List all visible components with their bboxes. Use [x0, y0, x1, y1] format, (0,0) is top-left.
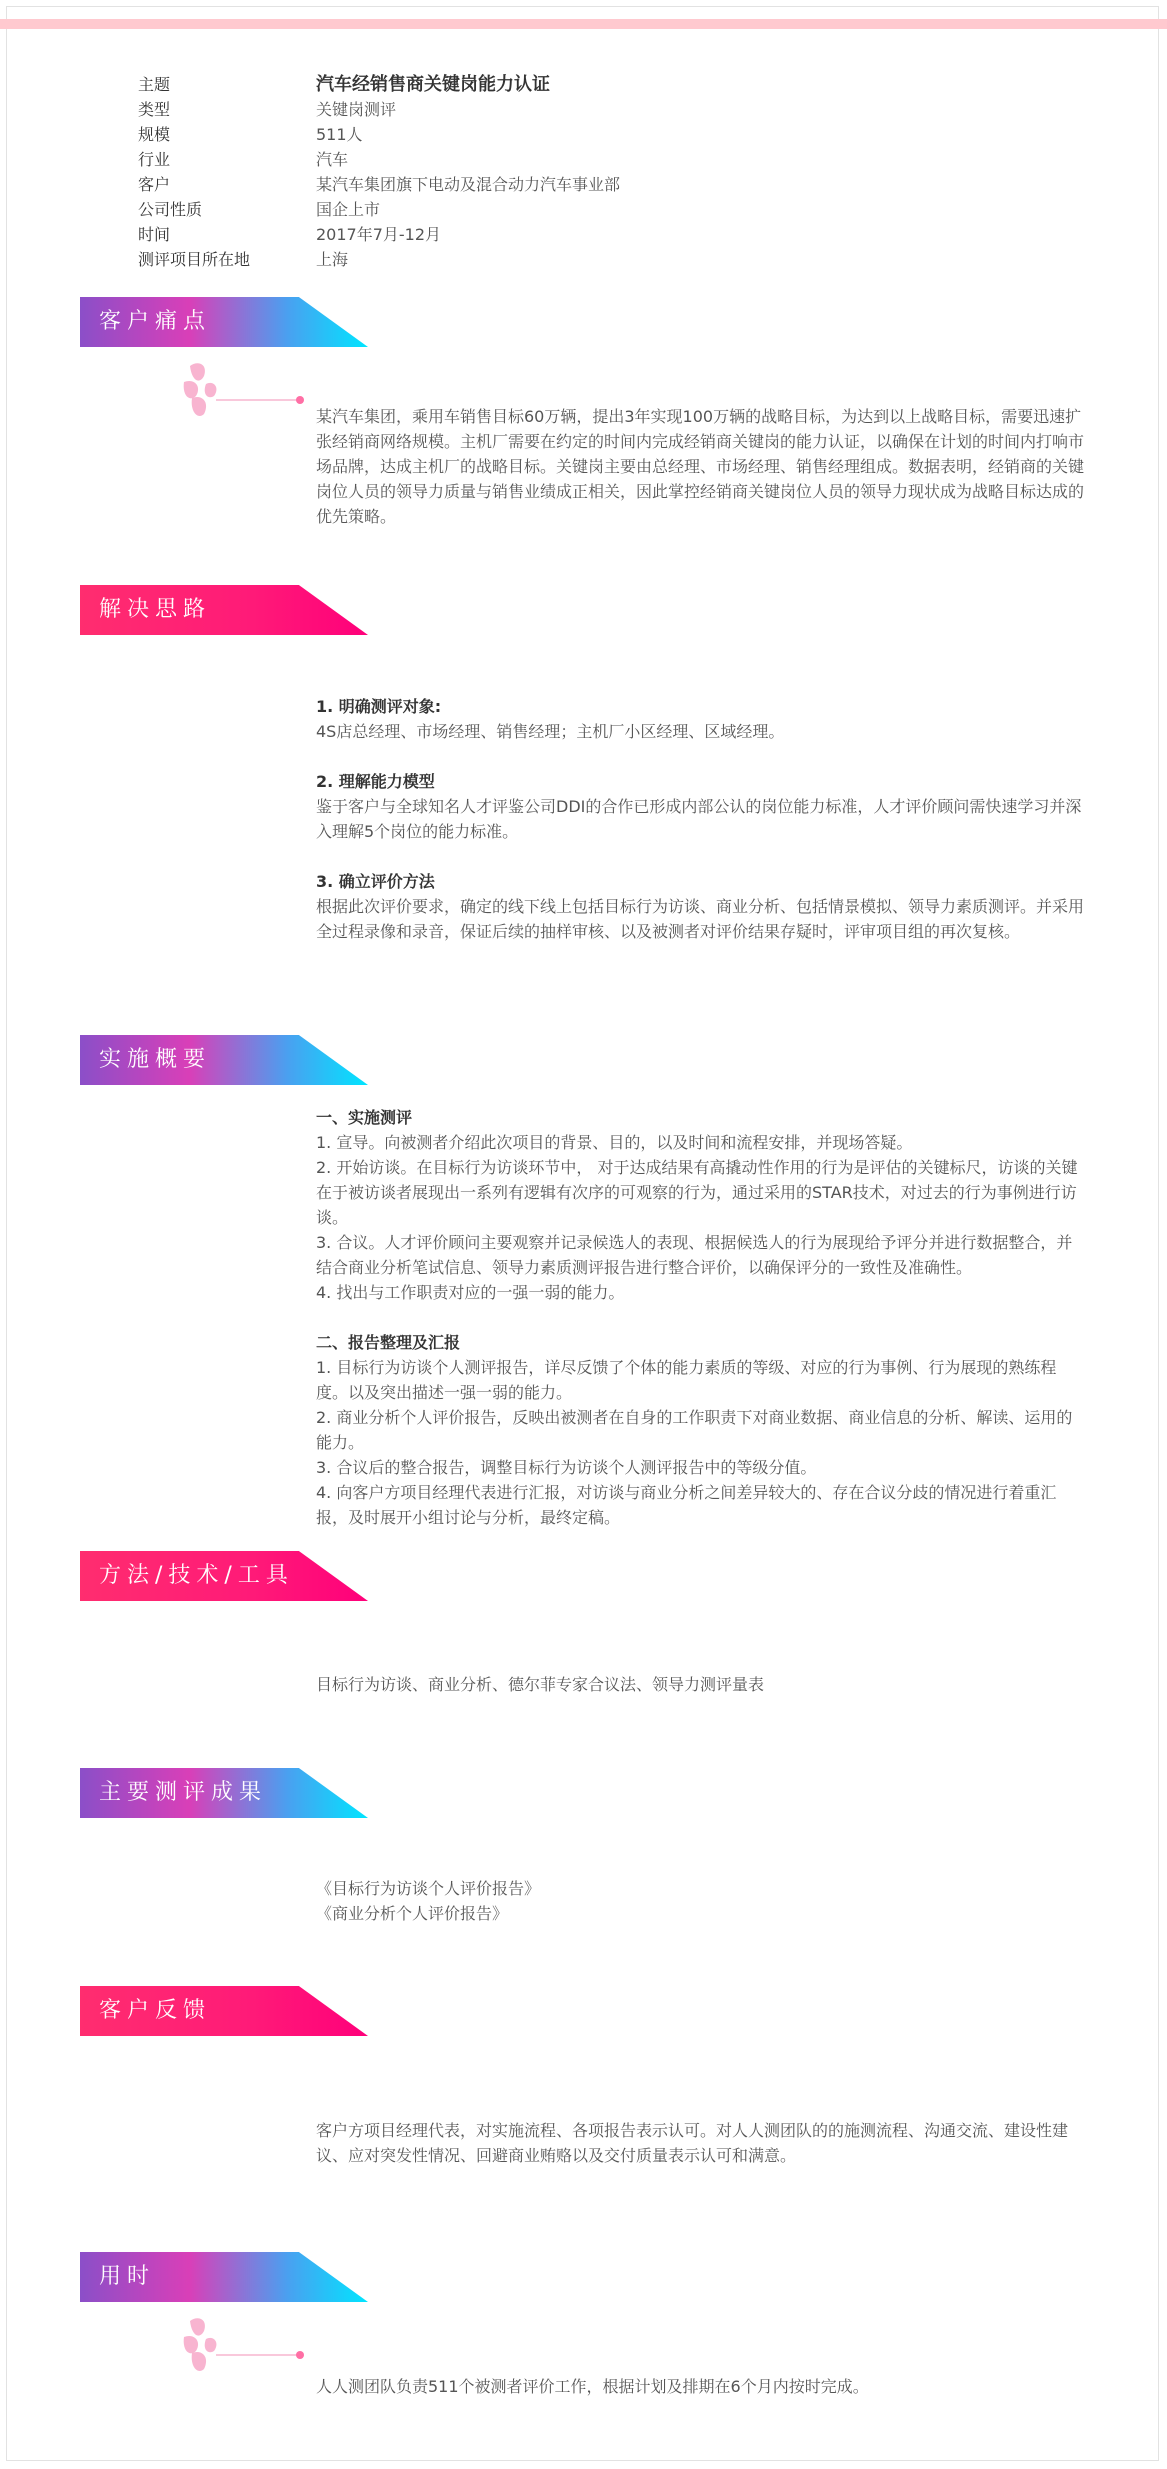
solution-item-heading: 3. 确立评价方法 [316, 872, 435, 891]
info-key: 类型 [138, 100, 171, 119]
client-pain-text: 某汽车集团，乘用车销售目标60万辆，提出3年实现100万辆的战略目标，为达到以上战略目标，需要迅速扩张经销商网络规模。主机厂需要在约定的时间内完成经销商关键岗的能力认证，以确保在计划的时间内打响市场品牌，达成主机厂的战略目标。关键岗主要由总经理、市场经理、销售经理组成。数据表明，经销商的关键岗位人员的领导力质量与销售业绩成正相关，因此掌控经销商关键岗位人员的领导力现状成为战略目标达成的优先策略。 [316, 407, 1085, 526]
result-item: 《目标行为访谈个人评价报告》 [316, 1879, 541, 1898]
section-banner-client-pain [80, 297, 368, 347]
section-banner-implementation [80, 1035, 368, 1085]
implementation-part-heading: 二、报告整理及汇报 [316, 1333, 461, 1352]
flower-decoration-icon [180, 2313, 305, 2393]
info-row-company-type [138, 197, 620, 222]
implementation-part-heading: 一、实施测评 [316, 1108, 413, 1127]
section-title: 客户反馈 [99, 1998, 212, 2023]
section-banner-feedback [80, 1986, 368, 2036]
solution-item-heading: 2. 理解能力模型 [316, 772, 435, 791]
info-key: 客户 [138, 175, 171, 194]
implementation-item: 3. 合议。人才评价顾问主要观察并记录候选人的表现、根据候选人的行为展现给予评分并进行数据整合，并结合商业分析笔试信息、领导力素质测评报告进行整合评价，以确保评分的一致性及准确性。 [316, 1233, 1073, 1277]
feedback-text: 客户方项目经理代表，对实施流程、各项报告表示认可。对人人测团队的的施测流程、沟通交流、建设性建议、应对突发性情况、回避商业贿赂以及交付质量表示认可和满意。 [316, 2121, 1069, 2165]
project-info-table [138, 72, 620, 272]
implementation-content [316, 1105, 1084, 1530]
implementation-item: 2. 商业分析个人评价报告，反映出被测者在自身的工作职责下对商业数据、商业信息的分析、解读、运用的能力。 [316, 1408, 1073, 1452]
info-row-scale [138, 122, 620, 147]
info-row-time [138, 222, 620, 247]
top-accent-bar [0, 19, 1167, 29]
section-title: 解决思路 [99, 597, 212, 622]
info-value: 关键岗测评 [316, 100, 397, 119]
implementation-item: 1. 宣导。向被测者介绍此次项目的背景、目的，以及时间和流程安排，并现场答疑。 [316, 1133, 913, 1152]
solution-content [316, 694, 1084, 944]
section-title: 实施概要 [99, 1047, 212, 1072]
implementation-item: 2. 开始访谈。在目标行为访谈环节中， 对于达成结果有高撬动性作用的行为是评估的关键标尺，访谈的关键在于被访谈者展现出一系列有逻辑有次序的可观察的行为，通过采用的STAR技术，对过去的行为事例进行访谈。 [316, 1158, 1078, 1227]
implementation-item: 3. 合议后的整合报告，调整目标行为访谈个人测评报告中的等级分值。 [316, 1458, 817, 1477]
info-row-topic [138, 72, 620, 97]
implementation-item: 1. 目标行为访谈个人测评报告，详尽反馈了个体的能力素质的等级、对应的行为事例、行为展现的熟练程度。以及突出描述一强一弱的能力。 [316, 1358, 1057, 1402]
section-banner-duration [80, 2252, 368, 2302]
implementation-item: 4. 向客户方项目经理代表进行汇报，对访谈与商业分析之间差异较大的、存在合议分歧的情况进行着重汇报，及时展开小组讨论与分析，最终定稿。 [316, 1483, 1057, 1527]
section-banner-results [80, 1768, 368, 1818]
section-title: 用时 [99, 2264, 156, 2289]
methods-text: 目标行为访谈、商业分析、德尔菲专家合议法、领导力测评量表 [316, 1675, 765, 1694]
info-row-client [138, 172, 620, 197]
section-title: 客户痛点 [99, 309, 212, 334]
info-key: 行业 [138, 150, 171, 169]
info-row-type [138, 97, 620, 122]
flower-decoration-icon [180, 358, 305, 438]
info-value: 汽车 [316, 150, 349, 169]
result-item: 《商业分析个人评价报告》 [316, 1904, 509, 1923]
implementation-item: 4. 找出与工作职责对应的一强一弱的能力。 [316, 1283, 625, 1302]
info-row-industry [138, 147, 620, 172]
info-value: 上海 [316, 250, 349, 269]
info-row-location [138, 247, 620, 272]
info-value: 某汽车集团旗下电动及混合动力汽车事业部 [316, 175, 621, 194]
info-value: 511人 [316, 125, 363, 144]
duration-text: 人人测团队负责511个被测者评价工作，根据计划及排期在6个月内按时完成。 [316, 2377, 869, 2396]
solution-item-text: 根据此次评价要求，确定的线下线上包括目标行为访谈、商业分析、包括情景模拟、领导力素质测评。并采用全过程录像和录音，保证后续的抽样审核、以及被测者对评价结果存疑时，评审项目组的再次复核。 [316, 897, 1085, 941]
info-key: 测评项目所在地 [138, 250, 251, 269]
section-title: 主要测评成果 [99, 1780, 268, 1805]
solution-item-text: 4S店总经理、市场经理、销售经理；主机厂小区经理、区域经理。 [316, 722, 785, 741]
info-value: 汽车经销售商关键岗能力认证 [316, 74, 550, 95]
section-banner-solution [80, 585, 368, 635]
info-key: 时间 [138, 225, 171, 244]
solution-item-text: 鉴于客户与全球知名人才评鉴公司DDI的合作已形成内部公认的岗位能力标准，人才评价顾问需快速学习并深入理解5个岗位的能力标准。 [316, 797, 1082, 841]
solution-item-heading: 1. 明确测评对象: [316, 697, 442, 716]
info-value: 2017年7月-12月 [316, 225, 442, 244]
section-banner-methods [80, 1551, 368, 1601]
info-key: 公司性质 [138, 200, 203, 219]
info-key: 主题 [138, 75, 171, 94]
info-value: 国企上市 [316, 200, 381, 219]
info-key: 规模 [138, 125, 171, 144]
results-content [316, 1876, 1084, 1926]
section-title: 方法/技术/工具 [99, 1563, 294, 1588]
